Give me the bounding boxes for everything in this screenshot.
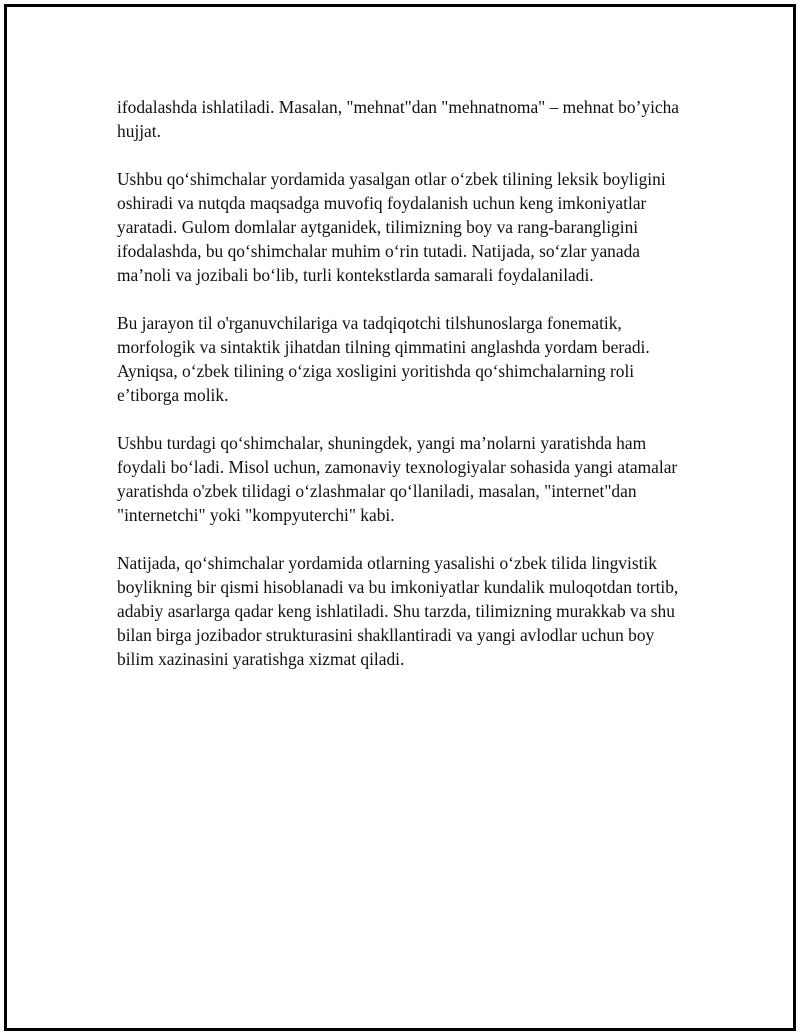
- paragraph-2: Ushbu qo‘shimchalar yordamida yasalgan otlar o‘zbek tilining leksik boyligini oshiradi va nutqda maqsadga muvofiq foydalanish uchun keng imkoniyatlar yaratadi. Gulom domlalar aytganidek, tilimizning boy va rang-barangligini ifodalashda, bu qo‘shimchalar muhim o‘rin tutadi. Natijada, so‘zlar yanada ma’noli va jozibali bo‘lib, turli kontekstlarda samarali foydalaniladi.: [117, 169, 666, 285]
- paragraph-4: Ushbu turdagi qo‘shimchalar, shuningdek, yangi ma’nolarni yaratishda ham foydali bo‘ladi. Misol uchun, zamonaviy texnologiyalar sohasida yangi atamalar yaratishda o'zbek tilidagi o‘zlashmalar qo‘llaniladi, masalan, "internet"dan "internetchi" yoki "kompyuterchi" kabi.: [117, 433, 678, 525]
- paragraph-1: ifodalashda ishlatiladi. Masalan, "mehnat"dan "mehnatnoma" – mehnat bo’yicha hujjat.: [117, 97, 680, 141]
- document-body: [117, 95, 692, 695]
- paragraph-5: Natijada, qo‘shimchalar yordamida otlarning yasalishi o‘zbek tilida lingvistik boylikning bir qismi hisoblanadi va bu imkoniyatlar kundalik muloqotdan tortib, adabiy asarlarga qadar keng ishlatiladi. Shu tarzda, tilimizning murakkab va shu bilan birga jozibador strukturasini shakllantiradi va yangi avlodlar uchun boy bilim xazinasini yaratishga xizmat qiladi.: [117, 553, 679, 669]
- paragraph-3: Bu jarayon til o'rganuvchilariga va tadqiqotchi tilshunoslarga fonematik, morfologik va sintaktik jihatdan tilning qimmatini anglashda yordam beradi. Ayniqsa, o‘zbek tilining o‘ziga xosligini yoritishda qo‘shimchalarning roli e’tiborga molik.: [117, 313, 650, 405]
